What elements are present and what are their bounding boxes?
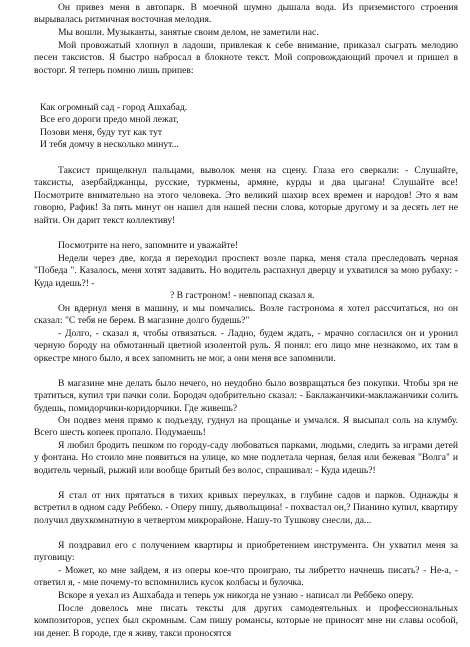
poem [40, 102, 340, 152]
paragraph: Недели через две, когда я переходил проспект возле парка, меня стала преследовать черная "Победа ". Казалось, меня хотят задавить. Но водитель распахнул дверцу и ухватился за мою рубаху: - Куда идешь?! - [34, 253, 458, 289]
paragraph: - Долго, - сказал я, чтобы отвязаться. - Ладно, будем ждать, - мрачно согласился он и уронил черную бороду на обмотанный цветной изолентой руль. Я понял: его лицо мне незнакомо, их там в оркестре много было, я всех запомнить не мог, а они меня все запомнили. [34, 328, 458, 364]
paragraph: Он привез меня в автопарк. В моечной шумно дышала вода. Из приземистого строения вырывалась ритмичная восточная мелодия. [34, 2, 458, 26]
paragraph: Он подвез меня прямо к подъезду, гуднул на прощанье и умчался. Я высыпал соль на клумбу. Всего шесть копеек пропало. Подумаешь! [34, 415, 458, 439]
poem-line: Как огромный сад - город Ашхабад. [40, 102, 188, 113]
poem-line: Позови меня, буду тут как тут [40, 126, 163, 138]
paragraph: В магазине мне делать было нечего, но неудобно было возвращаться без покупки. Чтобы зря не тратиться, купил три пачки соли. Бородач одобрительно сказал: - Баклажанчики-маклажанчики солить будешь, помидорчики-коридорчики. Где живешь? [34, 378, 458, 414]
paragraph: Я любил бродить пешком по городу-саду любоваться парками, людьми, следить за играми детей у фонтана. Но стоило мне появиться на улице, ко мне подлетала черная, белая или бежевая "Волга" и водитель черный, рыжий или вообще бритый без волос, спрашивал: - Куда идешь?! [34, 440, 458, 476]
paragraph: Посмотрите на него, запомните и уважайте! [58, 240, 239, 251]
paragraph: Он вдернул меня в машину, и мы помчались. Возле гастронома я хотел рассчитаться, но он сказал: "С тебя не берем. В магазине долго будешь?" [34, 303, 458, 327]
poem-line: И тебя домчу в несколько минут... [40, 139, 179, 151]
paragraph: Таксист прищелкнул пальцами, выволок меня на сцену. Глаза его сверкали: - Слушайте, таксисты, азербайджанцы, русские, туркмены, армяне, курды и два цыгана! Слушайте все! Посмотрите внимательно на этого человека. Это великий шахир всех времен и народов! Это я вам говорю, Рафик! За пять минут он нашел для нашей песни слова, которые другому и за десять лет не найти. Он дарит текст коллективу! [34, 165, 458, 226]
paragraph: Я стал от них прятаться в тихих кривых переулках, в глубине садов и парков. Однажды я встретил в одном саду Реббеко. - Оперу пишу, дьявольщина! - похвастал он,? Пианино купил, квартиру получил двухкомнатную в четвертом микрорайоне. Нашу-то Тушкову снесли, да... [34, 490, 458, 526]
paragraph: Мы вошли. Музыканты, занятые своим делом, не заметили нас. [58, 27, 319, 38]
paragraph: - Может, ко мне зайдем, я из оперы кое-что проиграю, ты либретто начнешь писать? - Не-а, - ответил я, - мне почему-то вспомнились кусок колбасы и булочка. [34, 565, 458, 589]
paragraph: ? В гастроном! - невпопад сказал я. [170, 290, 315, 301]
paragraph: После довелось мне писать тексты для других самодеятельных и профессиональных композиторов, успех был скромным. Сам пишу романсы, которые не приносят мне ни славы особой, ни денег. В городе, где я живу, такси проносятся [34, 603, 458, 639]
paragraph: Мой провожатый хлопнул в ладоши, привлекая к себе внимание, приказал сыграть мелодию песен таксистов. Я быстро набросал в блокноте текст. Мой сопровождающий прочел и пришел в восторг. Я теперь помню лишь припев: [34, 40, 458, 76]
poem-line: Все его дороги предо мной лежат, [40, 114, 179, 126]
paragraph: Я поздравил его с получением квартиры и приобретением инструмента. Он ухватил меня за пуговицу: [34, 540, 458, 564]
paragraph: Вскоре я уехал из Ашхабада и теперь уж никогда не узнаю - написал ли Реббеко оперу. [58, 590, 414, 601]
